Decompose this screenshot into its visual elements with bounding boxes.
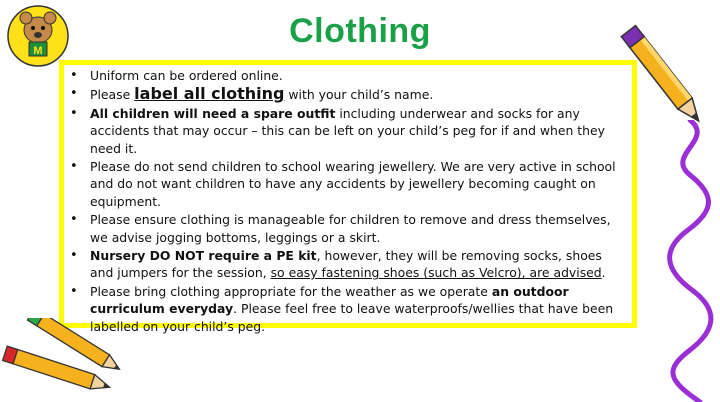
- pencil-top-right-icon: [600, 0, 710, 140]
- bullet-item: [68, 247, 626, 282]
- bullet-text-segment: Please bring clothing appropriate for the weather as we operate: [90, 283, 492, 299]
- bullet-item: [68, 158, 626, 210]
- bullet-text-segment: including underwear and socks for any accidents that may occur – this can be left on your child’s peg for if and when they need it.: [90, 105, 605, 156]
- bullet-item: [68, 211, 626, 246]
- bullet-text-segment: , however, they will be removing socks, shoes and jumpers for the session,: [90, 248, 602, 281]
- bullet-text-segment: All children will need a spare outfit: [90, 105, 336, 121]
- bullet-text-segment: label all clothing: [134, 84, 285, 104]
- bullet-text-segment: Nursery DO NOT require a PE kit: [90, 248, 317, 264]
- bullet-item: [68, 105, 626, 157]
- bullet-text-segment: with your child’s name.: [284, 87, 434, 103]
- bullet-text-segment: .: [601, 265, 606, 281]
- pencils-bottom-left-icon: [0, 318, 130, 402]
- content-box: [59, 60, 637, 334]
- bullet-text-segment: an outdoor curriculum everyday: [90, 283, 569, 317]
- bullet-item: [68, 85, 626, 103]
- bullet-list: [68, 67, 626, 336]
- squiggle-decoration-icon: [660, 120, 720, 402]
- bullet-item: [68, 283, 626, 335]
- bullet-text-segment: Uniform can be ordered online.: [90, 68, 283, 83]
- bullet-text-segment: Please ensure clothing is manageable for children to remove and dress themselves, we advise jogging bottoms, leggings or a skirt.: [90, 212, 611, 245]
- bullet-text-segment: . Please feel free to leave waterproofs/wellies that have been labelled on your child’s peg.: [90, 301, 614, 334]
- bullet-text-segment: Please: [90, 87, 135, 103]
- bullet-text-segment: so easy fastening shoes (such as Velcro), are advised: [270, 265, 602, 281]
- bullet-text-segment: Please do not send children to school wearing jewellery. We are very active in school and do not want children to have any accidents by jewellery becoming caught on equipment.: [90, 159, 616, 209]
- logo-badge-letter: M: [33, 45, 43, 57]
- page-title: Clothing: [289, 12, 431, 50]
- bullet-item: [68, 67, 626, 84]
